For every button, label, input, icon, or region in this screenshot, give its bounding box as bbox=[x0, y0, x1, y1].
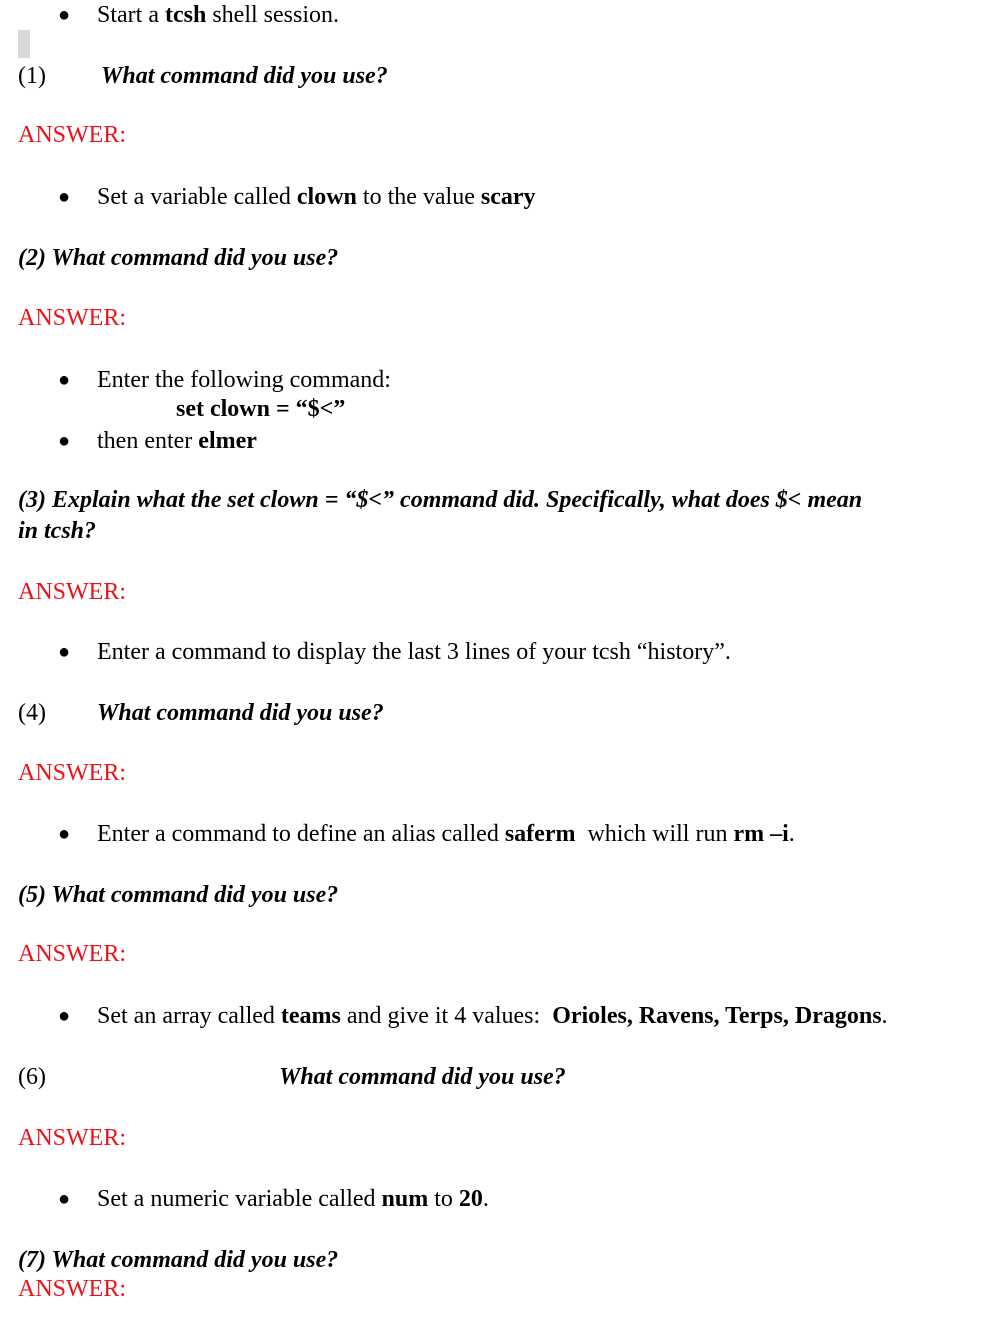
instruction-text: to bbox=[428, 1186, 459, 1212]
instruction-text: . bbox=[881, 1003, 888, 1029]
instruction-bold: teams bbox=[280, 1003, 341, 1029]
bullet-dot: ● bbox=[58, 823, 71, 845]
instruction-text: and give it 4 values: bbox=[340, 1003, 553, 1029]
instruction-bold: 20 bbox=[458, 1186, 483, 1212]
instruction-bold: rm –i bbox=[733, 821, 789, 847]
question-text: (5) What command did you use? bbox=[18, 882, 339, 908]
instruction-bold: scary bbox=[480, 184, 536, 210]
instruction-bold: clown bbox=[296, 184, 357, 210]
command-example bbox=[176, 394, 345, 424]
question-text-continued: in tcsh? bbox=[18, 518, 97, 544]
command-bold: set clown = “$<” bbox=[176, 396, 346, 422]
instruction-start-tcsh bbox=[97, 0, 339, 30]
bullet-dot: ● bbox=[58, 430, 71, 452]
instruction-numeric-variable bbox=[97, 1184, 489, 1214]
instruction-set-variable bbox=[97, 182, 536, 212]
instruction-bold: saferm bbox=[504, 821, 576, 847]
instruction-text: which will run bbox=[575, 821, 734, 847]
question-number: (1) bbox=[18, 63, 46, 89]
question-text: What command did you use? bbox=[101, 63, 388, 89]
question-text: (3) Explain what the set clown = “$<” command did. Specifically, what does $< mean bbox=[18, 487, 863, 513]
instruction-text: Enter a command to define an alias called bbox=[97, 821, 505, 847]
instruction-bold: elmer bbox=[198, 428, 257, 454]
question-number: (6) bbox=[18, 1064, 46, 1090]
bullet-dot: ● bbox=[58, 186, 71, 208]
answer-label[interactable]: ANSWER: bbox=[18, 1125, 126, 1151]
instruction-text: Start a bbox=[97, 2, 165, 28]
answer-label[interactable]: ANSWER: bbox=[18, 941, 126, 967]
instruction-text: Set a variable called bbox=[97, 184, 297, 210]
question-text: (7) What command did you use? bbox=[18, 1247, 339, 1273]
instruction-enter-elmer bbox=[97, 426, 257, 456]
answer-label[interactable]: ANSWER: bbox=[18, 579, 126, 605]
bullet-dot: ● bbox=[58, 369, 71, 391]
bullet-dot: ● bbox=[58, 1005, 71, 1027]
text-cursor bbox=[18, 30, 30, 58]
instruction-bold: Orioles, Ravens, Terps, Dragons bbox=[552, 1003, 882, 1029]
bullet-dot: ● bbox=[58, 641, 71, 663]
instruction-text: . bbox=[482, 1186, 489, 1212]
answer-label[interactable]: ANSWER: bbox=[18, 122, 126, 148]
answer-label[interactable]: ANSWER: bbox=[18, 1276, 126, 1302]
instruction-text: to the value bbox=[356, 184, 481, 210]
instruction-enter-command: Enter the following command: bbox=[97, 367, 391, 393]
answer-label[interactable]: ANSWER: bbox=[18, 305, 126, 331]
question-text: (2) What command did you use? bbox=[18, 245, 339, 271]
instruction-alias bbox=[97, 819, 795, 849]
instruction-bold: tcsh bbox=[164, 2, 207, 28]
question-text: What command did you use? bbox=[279, 1064, 566, 1090]
instruction-text: . bbox=[788, 821, 795, 847]
answer-label[interactable]: ANSWER: bbox=[18, 760, 126, 786]
bullet-dot: ● bbox=[58, 1188, 71, 1210]
instruction-text: then enter bbox=[97, 428, 199, 454]
instruction-text: Set an array called bbox=[97, 1003, 281, 1029]
instruction-text: shell session. bbox=[206, 2, 339, 28]
instruction-text: Set a numeric variable called bbox=[97, 1186, 382, 1212]
instruction-bold: num bbox=[381, 1186, 429, 1212]
instruction-history: Enter a command to display the last 3 lines of your tcsh “history”. bbox=[97, 639, 731, 665]
instruction-array bbox=[97, 1001, 888, 1031]
bullet-dot: ● bbox=[58, 4, 71, 26]
question-text: What command did you use? bbox=[97, 700, 384, 726]
question-number: (4) bbox=[18, 700, 46, 726]
